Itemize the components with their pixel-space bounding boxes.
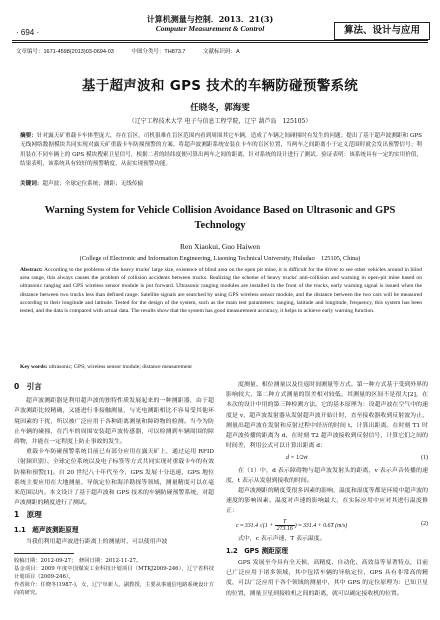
heading-introduction: 0 引言 [14, 382, 42, 391]
journal-name [130, 14, 290, 34]
authors-en: Ren Xiaokui, Guo Haiwen [180, 242, 260, 251]
abstract-cn [20, 132, 422, 170]
heading-gps-principle: 1.2 GPS 测距原理 [226, 546, 288, 555]
intro-paragraph-1: 超声波测距器是利用超声波的独特性质发展起来的一种测距器，由于超声波测距比较精确，又能进行非接触测量，与光电测距相比不容易受其他环境因素的干扰，所以被广泛应用于各种距离测量和障碍物的检测。当今为防止车辆的碰撞，在汽车的周围安装超声波传感器，可以检测到车辆周围的障碍物，并能在一定程度上防止事故的发生。 [14, 398, 214, 446]
equation-1 [226, 453, 428, 463]
article-number: 文章编号：1671-4598(2013)03-0694-03 [16, 49, 114, 55]
equation-2 [226, 519, 428, 532]
journal-name-cn: 计算机测量与控制．2013．21(3) [146, 14, 274, 24]
footnote-fund: 基金项目：2009 年度中国煤炭工业科技计划项目（MTKJ2009-246），辽宁省科技计划项目（2009-246）。 [14, 566, 214, 581]
section-label: 算法、设计与应用 [334, 22, 430, 40]
header-rule [12, 40, 428, 41]
equation-2-expr: c ≈ 331.4 √(1 + $\frac{T}{273.16}$ ) ≈ 331.4 + 0.6T (m/s) [236, 518, 348, 532]
equation-2-frac-den: 273.16 [276, 525, 293, 532]
abstract-en [20, 266, 422, 315]
abstract-cn-text: 针对露天矿重载卡车体型庞大，存在盲区，司机很难在盲区范围内看到周围其它车辆，造成了车辆之间碰撞时有发生的问题；提出了基于超声波测距和 GPS 无线网络数据模块共同实现对露天矿重载卡车防撞预警的方案。将超声波测距系统安装在卡车的盲区位置，当两车之间距离小于定义范围时就会发出预警信号；利用装在不同车辆上的 GPS 模块搜索卫星信号，根据二者的经纬度便可算出两车之间的距离，针对系统的设计进行了测试。验证表明：该系统具有一定的实用价值，结果表明，该系统具有较好的预警精度，从而实现预警功能。 [20, 133, 422, 168]
classification-number: 中图分类号：TH873.7 [131, 49, 186, 55]
header-rule-thin [12, 42, 428, 43]
equation-2-number: (2) [421, 520, 428, 527]
equation-2-suffix: ≈ 331.4 + 0.6T (m/s) [298, 522, 348, 529]
keywords-cn [20, 179, 422, 187]
body-column-left [14, 380, 214, 597]
intro-paragraph-2: 重载卡车防碰预警系统目前已有部分应用在露天矿上，通过运用 RFID（射频识别）、全球定位系统以及电子标签等方式共同实现对重载卡车的有效防撞和预警[1]。自 20 世纪八十年代至今，GPS 发展十分迅速，GPS 地位系统主要应用在大地测量、导航定位和海洋勘探等领域，测量精度可以在毫米范围以内。本文设计了基于超声波和 GPS 技术的车辆防碰预警系统，对超声波测距的精度进行了测试。 [14, 449, 214, 507]
keywords-cn-label: 关键词： [20, 181, 43, 187]
abstract-en-text: According to the problems of the heavy trucks' large size, existence of blind area on the open pit mine, it is difficult for the driver to see other vehicles around in blind area range, this always causes the problem of collision accidents between trucks. Realizing the scheme of heavy trucks' anti-collision and warning in open-pit mine based on ultrasonic ranging and GPS wireless sensor module is put forward. Ultrasonic ranging modules are installed in the front of the trucks, early warning signal is issued when the distance between two trucks less than defined range. Satellite signals are searched by using GPS wireless sensor module, and the distance between the two cars will be measured according to their longitude and latitude. Tested for the design of the system, such as the main test parameters: ranging, latitude and longitude, frequency, this system has been tested, and the data is compared with actual data. The results show that the system has good measurement accuracy, it helps to achieve early warning function. [20, 267, 422, 315]
right-paragraph-3: 超声波测距的精度受很多因素的影响，温度和湿度等都是环境中超声波的速度的影响因素。温度对声速的影响最大，在实际应用中应对其进行温度修正： [226, 488, 428, 515]
authors-cn: 任晓冬，郭海雯 [190, 103, 250, 113]
title-cn: 基于超声波和 GPS 技术的车辆防碰预警系统 [81, 78, 359, 94]
ultrasonic-paragraph: 当我们利用超声波进行距离上的测量时，可以使用声波 [26, 538, 168, 545]
abstract-cn-label: 摘要： [20, 133, 37, 139]
journal-name-en: Computer Measurement & Control [155, 24, 265, 33]
equation-1-number: (1) [421, 455, 428, 462]
body-column-right [226, 380, 428, 599]
right-paragraph-2: 在（1）中，d 表示障碍物与超声波发射头的距离，v 表示声音传播的速度，t 表示从发射到接收的时间。 [226, 467, 428, 484]
footnote-received: 收稿日期：2012-09-27； 修回日期：2012-11-27。 [14, 558, 142, 565]
heading-principle: 1 原理 [14, 510, 42, 520]
page-number: · 694 · [16, 28, 40, 37]
affiliation-en: (College of Electronic and Information Engineering, Liaoning Technical University, Huludao 125105, China) [79, 255, 361, 262]
footnote-author: 作者简介：任晓冬(1987-)，女，辽宁阜新人，副教授，主要从事通信电路系统设计方向的研究。 [14, 582, 214, 597]
right-paragraph-5: GPS 发展至今具有全天候、高精度、自动化、高效益等显著特点，目前已广泛应用于诸多领域，其中包括车辆的导航定位，GPS 具有非常高的精度，可以广泛应用于各个领域的测量中，其中 GPS 的定位原理为：已知卫星的位置，测量卫星到接收机之间的距离，就可以确定接收机的位置。 [226, 560, 428, 597]
equation-2-frac-num: T [275, 519, 295, 526]
equation-2-prefix: c ≈ 331.4 [236, 522, 259, 529]
keywords-en [20, 364, 422, 370]
article-meta [16, 47, 426, 55]
right-paragraph-4: 式中，c 表示声速，T 表示温度。 [238, 535, 326, 542]
footnote-rule [14, 553, 74, 554]
equation-1-expr: d = 1/2vt [286, 455, 308, 462]
equation-2-fraction [275, 519, 295, 532]
keywords-en-text: ultrasonic; GPS; wireless sensor module; distance measurement [48, 364, 192, 370]
document-code: 文献标识码：A [203, 49, 240, 55]
page-header [0, 0, 440, 40]
heading-ultrasonic-principle: 1.1 超声波测距原理 [14, 525, 79, 534]
keywords-cn-text: 超声波；全球定位系统；测距；无线传输 [42, 181, 144, 187]
right-paragraph-1: 度测量、相位测量以及往返时间测量等方式。第一种方式基于受到外界的影响较大，第二种方式测量的误差相对较低。其测量的区间不是很大[2]，在本次的设计中用的第三种检测方法。它的基本原理为：设超声波在空气中的速度是 v，超声波发射器从发射超声波开始计时，直至接收器收到反射波为止，测量出超声波在发射和反射过程中经历的时间 t，计算出距离。在时刻 T1 时超声波传播的距离为 d，在时刻 T2 超声波接收到反射信号，计算它们之间的时间差，利用公式可以计算出距离 d： [226, 382, 428, 450]
affiliation-cn: （辽宁工程技术大学 电子与信息工程学院，辽宁 葫芦岛 125105） [128, 118, 312, 125]
title-en: Warning System for Vehicle Collision Avoidance Based on Ultrasonic and GPS Technology [44, 205, 396, 231]
keywords-en-label: Key words: [20, 364, 48, 370]
abstract-en-label: Abstract: [20, 267, 43, 273]
